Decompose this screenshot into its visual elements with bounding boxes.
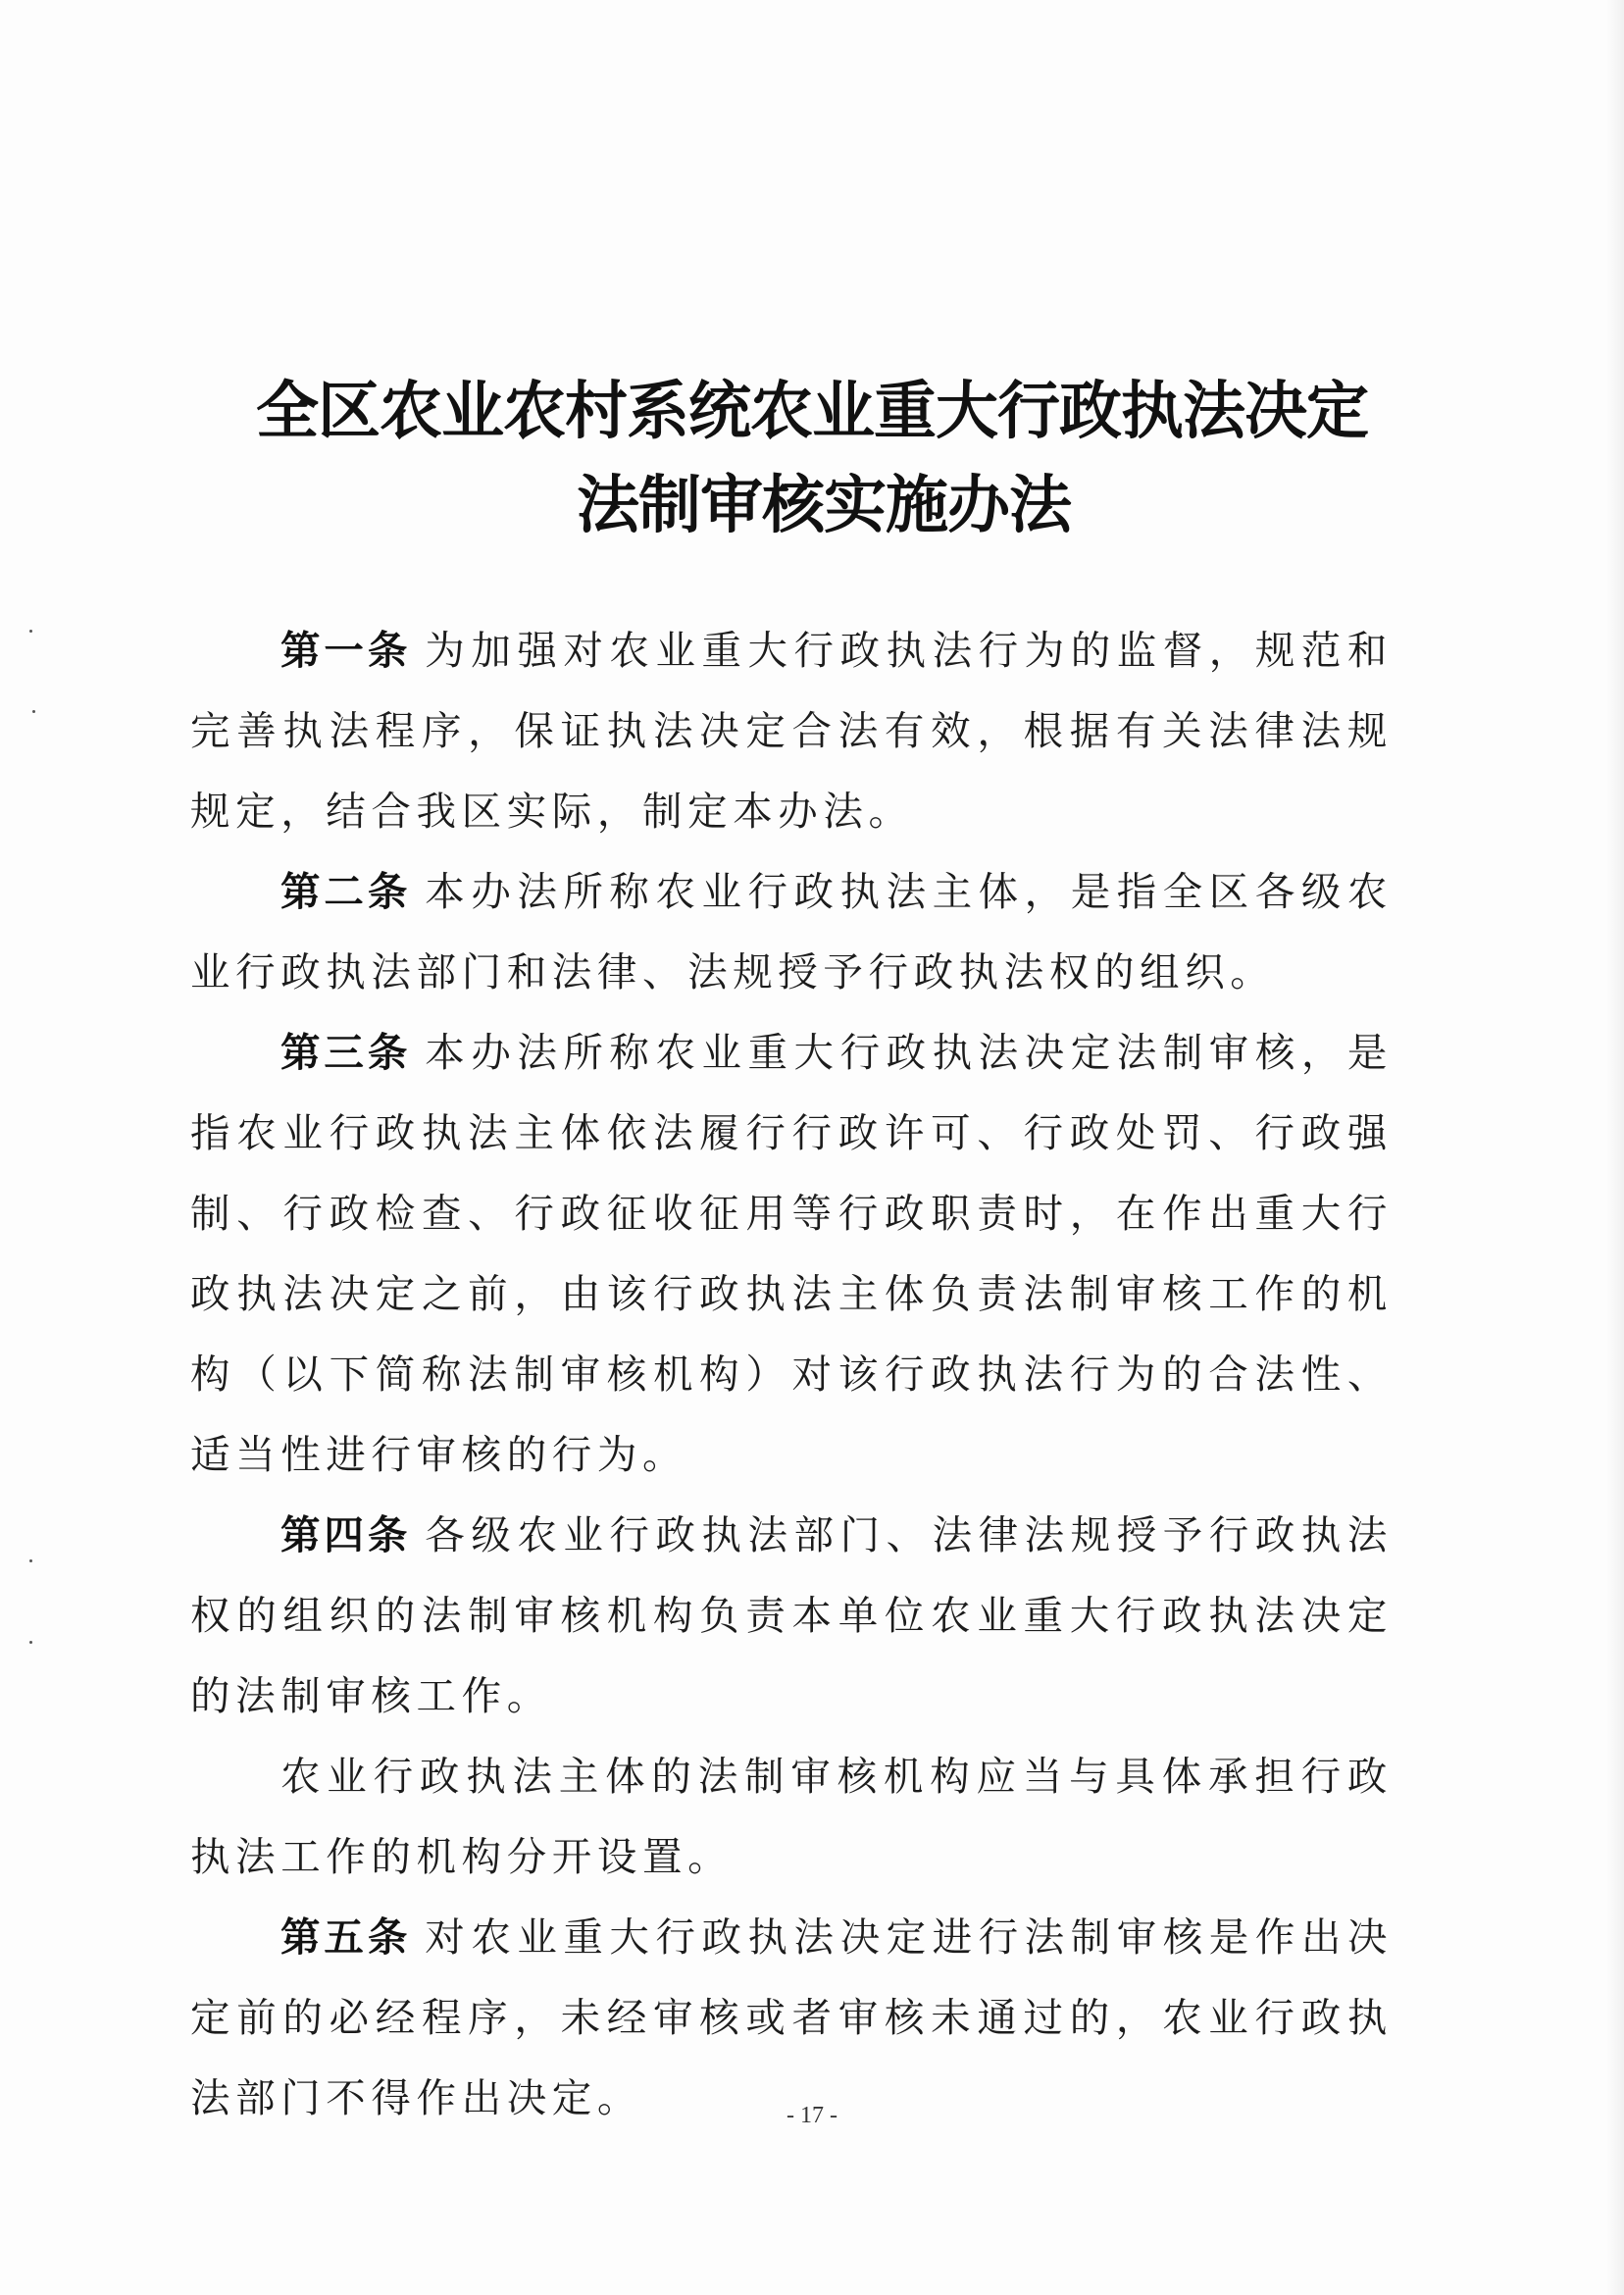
- article-4: [190, 1495, 1393, 1736]
- article-text: 对农业重大行政执法决定进行法制审核是作出决定前的必经程序，未经审核或者审核未通过的，农业行政执法部门不得作出决定。: [190, 1913, 1393, 2121]
- article-text: 本办法所称农业行政执法主体，是指全区各级农业行政执法部门和法律、法规授予行政执法权的组织。: [190, 868, 1393, 995]
- article-text: 为加强对农业重大行政执法行为的监督，规范和完善执法程序，保证执法决定合法有效，根据有关法律法规规定，结合我区实际，制定本办法。: [190, 627, 1393, 835]
- article-text: 各级农业行政执法部门、法律法规授予行政执法权的组织的法制审核机构负责本单位农业重大行政执法决定的法制审核工作。: [190, 1511, 1393, 1719]
- scan-speck: [29, 1641, 32, 1644]
- page-number: - 17 -: [787, 2103, 837, 2128]
- article-label: 第四条: [280, 1511, 412, 1558]
- article-label: 第二条: [280, 868, 412, 915]
- title-line-2: 法制审核实施办法: [577, 470, 1071, 542]
- scan-speck: [29, 630, 32, 633]
- article-label: 第三条: [280, 1029, 412, 1076]
- scan-speck: [32, 710, 35, 713]
- page-edge-shadow: [1606, 0, 1624, 2295]
- article-label: 第五条: [280, 1913, 412, 1961]
- article-label: 第一条: [280, 627, 412, 674]
- article-text: 本办法所称农业重大行政执法决定法制审核，是指农业行政执法主体依法履行行政许可、行政处罚、行政强制、行政检查、行政征收征用等行政职责时，在作出重大行政执法决定之前，由该行政执法主体负责法制审核工作的机构（以下简称法制审核机构）对该行政执法行为的合法性、适当性进行审核的行为。: [190, 1029, 1393, 1478]
- article-2: [190, 851, 1393, 1012]
- article-4-paragraph-2: [190, 1736, 1393, 1897]
- document-title: [0, 365, 1624, 553]
- title-line-1: 全区农业农村系统农业重大行政执法决定: [256, 376, 1368, 448]
- paragraph-text: 农业行政执法主体的法制审核机构应当与具体承担行政执法工作的机构分开设置。: [190, 1753, 1393, 1880]
- scan-speck: [29, 1559, 32, 1562]
- document-body: [190, 610, 1393, 2138]
- article-1: [190, 610, 1393, 851]
- article-3: [190, 1012, 1393, 1495]
